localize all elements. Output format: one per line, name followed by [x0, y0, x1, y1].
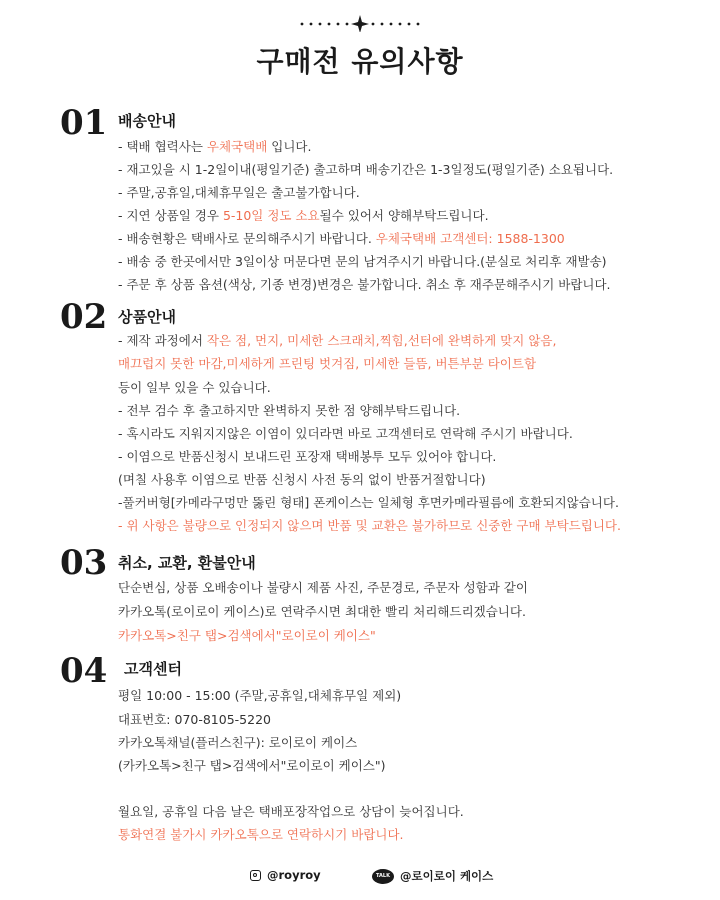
notice-line — [118, 628, 376, 644]
text-segment: - 주문 후 상품 옵션(색상, 기종 변경)변경은 불가합니다. 취소 후 재주문해주시기 바랍니다. — [118, 277, 611, 292]
section-heading: 고객센터 — [124, 660, 182, 678]
footer — [0, 868, 720, 888]
text-segment: - 배송현황은 택배사로 문의해주시기 바랍니다. — [118, 231, 376, 246]
text-segment: 단순변심, 상품 오배송이나 불량시 제품 사진, 주문경로, 주문자 성함과 같이 — [118, 580, 528, 595]
notice-line — [118, 495, 619, 511]
section-heading: 배송안내 — [118, 112, 176, 130]
notice-line — [118, 518, 621, 534]
notice-line — [118, 712, 271, 728]
notice-line — [118, 139, 311, 155]
notice-line — [118, 758, 386, 774]
notice-line — [118, 688, 401, 704]
highlight-text: 5-10일 정도 소요 — [222, 208, 320, 223]
notice-line — [118, 735, 357, 751]
kakao-channel: @로이로이 케이스 — [400, 869, 494, 883]
text-segment: 카카오톡채널(플러스친구): 로이로이 케이스 — [118, 735, 358, 750]
notice-line — [118, 277, 611, 293]
title-decoration — [0, 12, 720, 32]
text-segment: - 제작 과정에서 — [118, 333, 207, 348]
highlight-text: 카카오톡>친구 탭>검색에서"로이로이 케이스" — [118, 628, 376, 643]
kakao-link[interactable] — [372, 868, 493, 884]
text-segment: - 택배 협력사는 — [118, 139, 207, 154]
notice-line — [118, 827, 404, 843]
section-number: 02 — [60, 297, 108, 337]
page-title: 구매전 유의사항 — [256, 45, 464, 78]
text-segment: -풀커버형[카메라구멍만 뚫린 형태] 폰케이스는 일체형 후면카메라필름에 호환되지않습니다. — [118, 495, 619, 510]
highlight-text: 우체국택배 — [206, 139, 268, 154]
text-segment: 될수 있어서 양해부탁드립니다. — [319, 208, 489, 223]
highlight-text: 작은 점, 먼지, 미세한 스크래치,찍힘,선터에 완벽하게 맞지 않음, — [206, 333, 557, 348]
notice-line — [118, 472, 486, 488]
text-segment: - 혹시라도 지워지지않은 이염이 있더라면 바로 고객센터로 연락해 주시기 바랍니다. — [118, 426, 573, 441]
text-segment: (카카오톡>친구 탭>검색에서"로이로이 케이스") — [118, 758, 386, 773]
notice-line — [118, 231, 565, 247]
section-number: 04 — [60, 651, 108, 691]
notice-line — [118, 804, 464, 820]
text-segment: 평일 10:00 - 15:00 (주말,공휴일,대체휴무일 제외) — [118, 688, 402, 703]
text-segment: 월요일, 공휴일 다음 날은 택배포장작업으로 상담이 늦어집니다. — [118, 804, 464, 819]
instagram-icon — [250, 870, 261, 881]
instagram-link[interactable] — [250, 868, 321, 882]
notice-line — [118, 254, 607, 270]
text-segment: 등이 일부 있을 수 있습니다. — [118, 380, 271, 395]
notice-line — [118, 208, 489, 224]
notice-line — [118, 380, 271, 396]
notice-line — [118, 604, 526, 620]
instagram-handle: @royroy — [267, 868, 321, 882]
text-segment: - 지연 상품일 경우 — [118, 208, 223, 223]
section-number: 01 — [60, 103, 108, 143]
dots-star-icon — [0, 12, 720, 32]
notice-line — [118, 162, 613, 178]
text-segment: - 주말,공휴일,대체휴무일은 출고불가합니다. — [118, 185, 360, 200]
highlight-text: - 위 사항은 불량으로 인정되지 않으며 반품 및 교환은 불가하므로 신중한 구매 부탁드립니다. — [118, 518, 621, 533]
highlight-text: 통화연결 불가시 카카오톡으로 연락하시기 바랍니다. — [118, 827, 404, 842]
notice-line — [118, 449, 496, 465]
text-segment: - 전부 검수 후 출고하지만 완벽하지 못한 점 양해부탁드립니다. — [118, 403, 461, 418]
highlight-text: 매끄럽지 못한 마감,미세하게 프린팅 벗겨짐, 미세한 들뜸, 버튼부분 타이트함 — [118, 356, 537, 371]
text-segment: (며칠 사용후 이염으로 반품 신청시 사전 동의 없이 반품거절합니다) — [118, 472, 486, 487]
section-heading: 상품안내 — [118, 308, 176, 326]
kakao-talk-icon: TALK — [372, 869, 394, 884]
notice-line — [118, 580, 528, 596]
notice-line — [118, 426, 573, 442]
text-segment: - 배송 중 한곳에서만 3일이상 머문다면 문의 남겨주시기 바랍니다.(분실로 처리후 재발송) — [118, 254, 607, 269]
section-heading: 취소, 교환, 환불안내 — [118, 554, 256, 572]
notice-line — [118, 403, 460, 419]
notice-line — [118, 185, 360, 201]
notice-line — [118, 356, 536, 372]
text-segment: 대표번호: 070-8105-5220 — [118, 712, 271, 727]
text-segment: 입니다. — [267, 139, 312, 154]
text-segment: - 재고있을 시 1-2일이내(평일기준) 출고하며 배송기간은 1-3일정도(평일기준) 소요됩니다. — [118, 162, 614, 177]
text-segment: - 이염으로 반품신청시 보내드린 포장재 택배봉투 모두 있어야 합니다. — [118, 449, 497, 464]
highlight-text: 우체국택배 고객센터: 1588-1300 — [375, 231, 565, 246]
notice-line — [118, 333, 556, 349]
section-number: 03 — [60, 543, 108, 583]
text-segment: 카카오톡(로이로이 케이스)로 연락주시면 최대한 빨리 처리해드리겠습니다. — [118, 604, 526, 619]
